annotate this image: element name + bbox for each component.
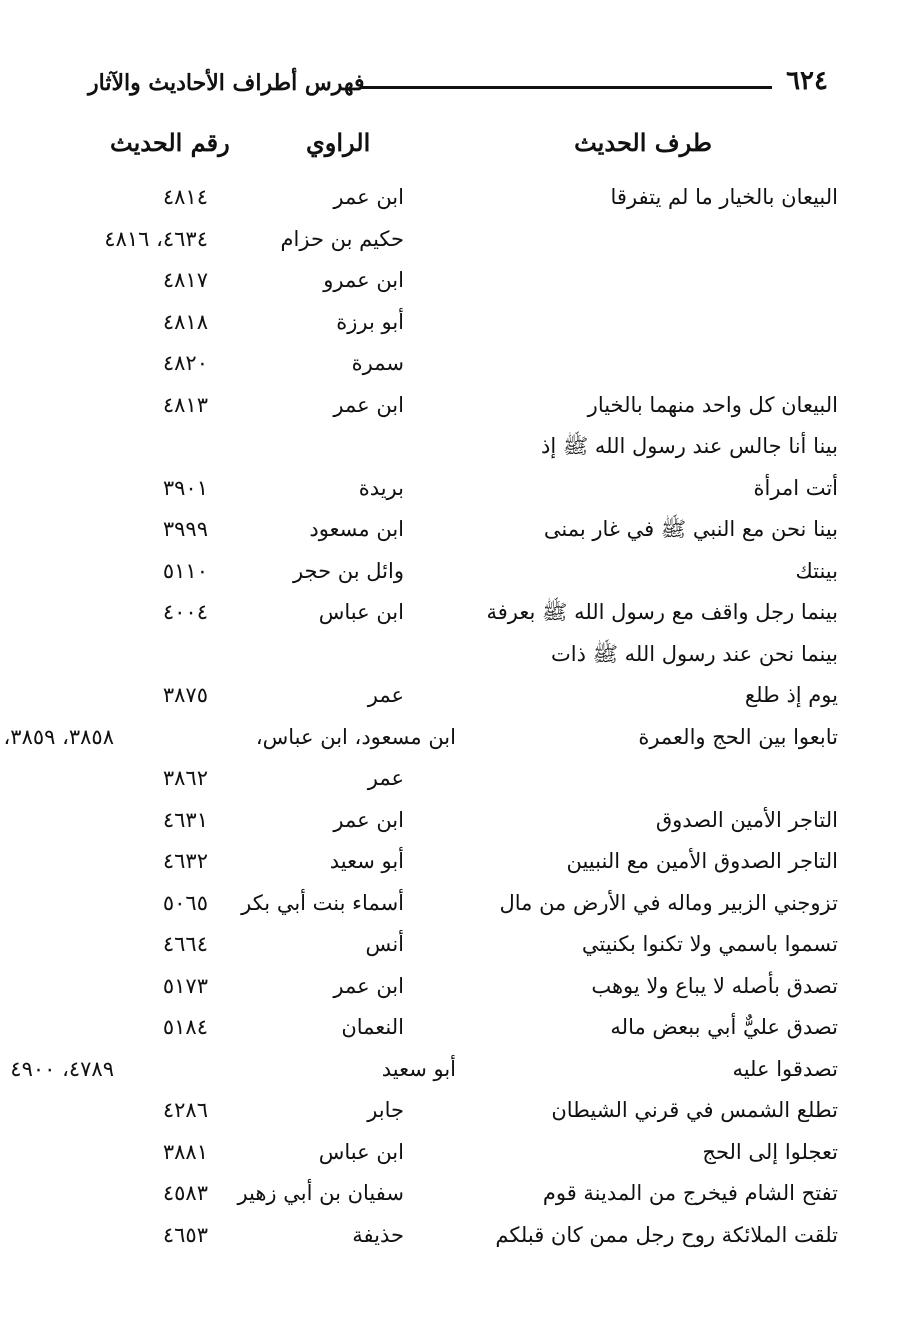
hadith-number: ٤٦٣٢ [162,849,208,873]
narrator-name: ابن عباس [318,600,404,624]
hadith-number: ٣٨٧٥ [162,683,208,707]
table-row [0,550,924,592]
narrator-name: ابن عمر [333,185,404,209]
narrator-name: وائل بن حجر [292,558,404,583]
hadith-number: ٤٨١٧ [162,268,208,292]
narrator-name: جابر [367,1098,404,1122]
hadith-text: تصدقوا عليه [732,1056,838,1081]
table-row [0,176,924,218]
hadith-text: تصدق عليٌّ أبي ببعض ماله [610,1015,838,1039]
hadith-text: تابعوا بين الحج والعمرة [638,724,838,749]
hadith-text: تطلع الشمس في قرني الشيطان [551,1098,838,1122]
table-row [0,384,924,426]
narrator-name: أنس [365,932,404,956]
table-row [0,799,924,841]
hadith-text: تصدق بأصله لا يباع ولا يوهب [591,973,838,998]
hadith-number: ٤٢٨٦ [162,1098,208,1122]
hadith-text: تفتح الشام فيخرج من المدينة قوم [542,1181,838,1205]
hadith-text: يوم إذ طلع [744,683,838,707]
hadith-number: ٤٥٨٣ [162,1181,208,1205]
table-row [0,882,924,924]
hadith-number: ٤٨١٨ [162,309,208,334]
hadith-number: ٤٦٣٤، ٤٨١٦ [104,226,208,251]
hadith-number: ٤٨١٣ [162,392,208,417]
column-heading-rawi: الراوي [306,128,371,157]
hadith-number: ٤٦٦٤ [162,932,208,956]
hadith-number: ٣٩٠١ [162,475,208,500]
table-row [0,591,924,633]
page-title: فهرس أطراف الأحاديث والآثار [88,70,365,96]
table-row [0,425,924,467]
hadith-text: بينا نحن مع النبي ﷺ في غار بمنى [543,517,838,541]
hadith-number: ٤٠٠٤ [162,600,208,624]
page-header [88,66,840,110]
hadith-number: ٤٦٣١ [162,807,208,832]
hadith-text: بينتك [795,558,838,583]
table-row [0,674,924,716]
table-row [0,716,924,758]
hadith-text: التاجر الصدوق الأمين مع النبيين [566,849,838,873]
hadith-number: ٥١٧٣ [162,973,208,998]
hadith-number: ٣٨٦٢ [162,766,208,790]
narrator-name: ابن مسعود، ابن عباس، [255,724,456,749]
hadith-text: تلقت الملائكة روح رجل ممن كان قبلكم [495,1222,838,1247]
narrator-name: عمر [367,766,404,790]
table-row [0,965,924,1007]
hadith-text: التاجر الأمين الصدوق [655,807,838,832]
hadith-number: ٣٨٨١ [162,1139,208,1164]
narrator-name: أبو سعيد [381,1056,456,1081]
hadith-text: بينما رجل واقف مع رسول الله ﷺ بعرفة [486,600,838,624]
hadith-number: ٤٨٢٠ [162,351,208,375]
table-row [0,757,924,799]
narrator-name: ابن عمر [333,392,404,417]
narrator-name: ابن عمر [333,973,404,998]
hadith-number: ٥١٨٤ [162,1015,208,1039]
narrator-name: سفيان بن أبي زهير [237,1181,404,1205]
hadith-text: بينا أنا جالس عند رسول الله ﷺ إذ [540,434,838,458]
column-heading-number: رقم الحديث [110,128,230,157]
hadith-number: ٣٩٩٩ [162,517,208,541]
index-table [0,176,924,1255]
table-row [0,1172,924,1214]
header-rule [360,86,772,89]
hadith-number: ٤٧٨٩، ٤٩٠٠ [10,1056,114,1081]
hadith-text: أتت امرأة [753,475,838,500]
hadith-number: ٤٨١٤ [162,185,208,209]
narrator-name: سمرة [351,351,404,375]
narrator-name: النعمان [341,1015,404,1039]
table-row [0,1131,924,1173]
narrator-name: أسماء بنت أبي بكر [241,890,404,915]
narrator-name: ابن مسعود [309,517,404,541]
column-headings [0,128,924,168]
table-row [0,1048,924,1090]
table-row [0,259,924,301]
table-row [0,923,924,965]
table-row [0,1214,924,1256]
table-row [0,840,924,882]
table-row [0,1089,924,1131]
page-number: ٦٢٤ [786,66,828,96]
narrator-name: حذيفة [352,1222,404,1247]
table-row [0,467,924,509]
hadith-text: البيعان كل واحد منهما بالخيار [587,392,838,417]
hadith-text: تعجلوا إلى الحج [702,1139,838,1164]
table-row [0,342,924,384]
column-heading-hadith: طرف الحديث [574,128,712,157]
narrator-name: ابن عباس [318,1139,404,1164]
narrator-name: ابن عمرو [323,268,404,292]
hadith-number: ٣٨٥٨، ٣٨٥٩، [3,724,114,749]
hadith-text: تزوجني الزبير وماله في الأرض من مال [499,890,838,915]
narrator-name: بريدة [358,475,404,500]
narrator-name: أبو سعيد [329,849,404,873]
hadith-number: ٥٠٦٥ [162,890,208,915]
narrator-name: حكيم بن حزام [280,226,404,251]
table-row [0,301,924,343]
narrator-name: ابن عمر [333,807,404,832]
hadith-number: ٥١١٠ [162,558,208,583]
hadith-text: البيعان بالخيار ما لم يتفرقا [610,185,838,209]
hadith-number: ٤٦٥٣ [162,1222,208,1247]
table-row [0,633,924,675]
narrator-name: أبو برزة [336,309,404,334]
table-row [0,218,924,260]
table-row [0,1006,924,1048]
hadith-text: تسموا باسمي ولا تكنوا بكنيتي [581,932,838,956]
table-row [0,508,924,550]
hadith-text: بينما نحن عند رسول الله ﷺ ذات [551,641,838,666]
narrator-name: عمر [367,683,404,707]
